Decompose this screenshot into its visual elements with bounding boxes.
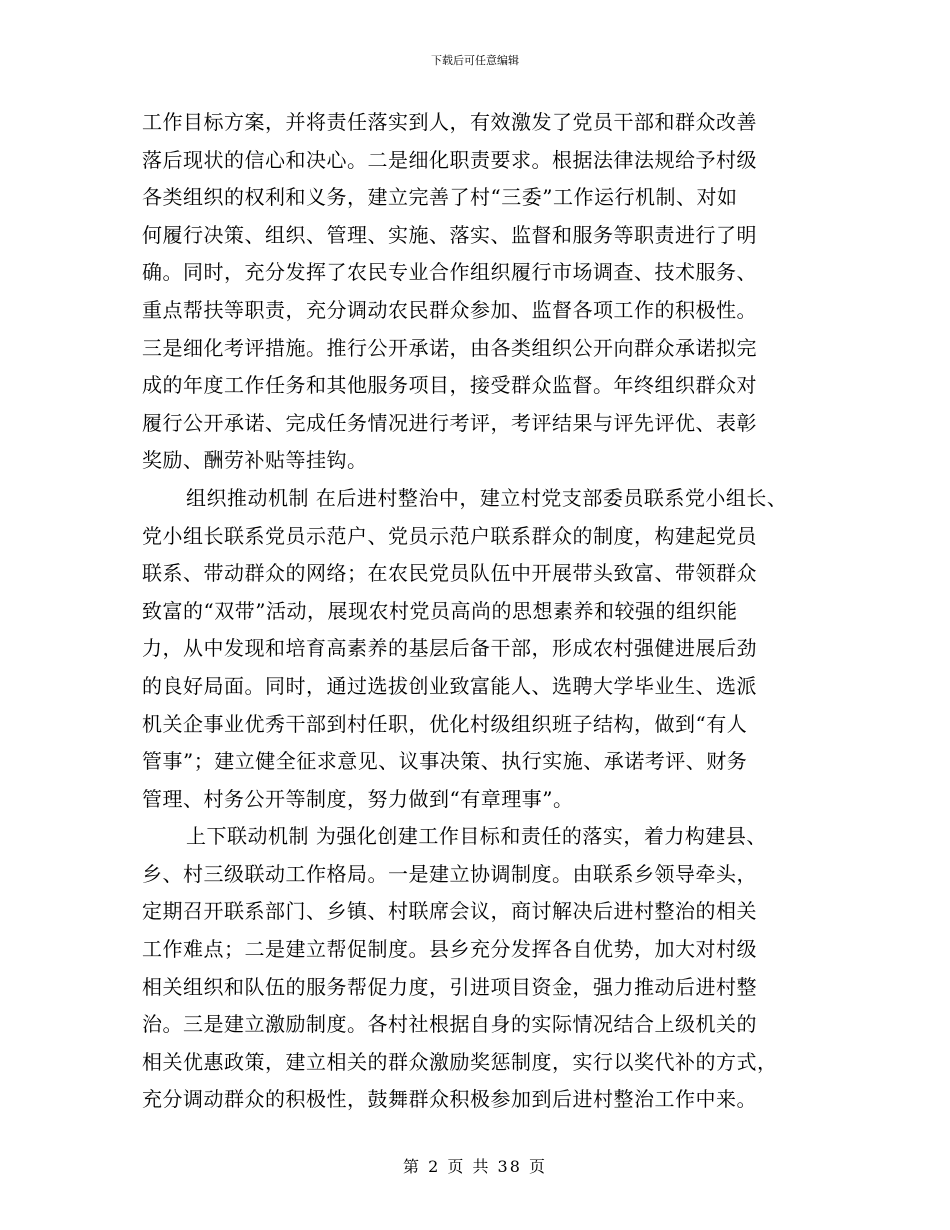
text-line: 三是细化考评措施。推行公开承诺，由各类组织公开向群众承诺拟完: [142, 335, 757, 360]
text-line: 履行公开承诺、完成任务情况进行考评，考评结果与评先评优、表彰: [142, 410, 757, 435]
text-line: 工作目标方案，并将责任落实到人，有效激发了党员干部和群众改善: [142, 110, 757, 134]
text-line: 党小组长联系党员示范户、党员示范户联系群众的制度，构建起党员: [142, 523, 757, 548]
text-line: 管理、村务公开等制度，努力做到“有章理事”。: [142, 786, 574, 811]
text-line: 成的年度工作任务和其他服务项目，接受群众监督。年终组织群众对: [142, 373, 757, 398]
text-line: 奖励、酬劳补贴等挂钩。: [142, 448, 368, 473]
text-line: 管事”；建立健全征求意见、议事决策、执行实施、承诺考评、财务: [142, 749, 748, 774]
page-header: 下载后可任意编辑: [431, 54, 519, 67]
text-line: 重点帮扶等职责，充分调动农民群众参加、监督各项工作的积极性。: [142, 297, 757, 322]
text-line: 机关企事业优秀干部到村任职，优化村级组织班子结构，做到“有人: [142, 711, 748, 736]
text-line: 相关优惠政策，建立相关的群众激励奖惩制度，实行以奖代补的方式，: [142, 1049, 778, 1074]
paragraph-start-line: 上下联动机制 为强化创建工作目标和责任的落实，着力构建县、: [186, 824, 767, 849]
text-line: 确。同时，充分发挥了农民专业合作组织履行市场调查、技术服务、: [142, 260, 757, 285]
text-line: 相关组织和队伍的服务帮促力度，引进项目资金，强力推动后进村整: [142, 974, 757, 999]
text-line: 力，从中发现和培育高素养的基层后备干部，形成农村强健进展后劲: [142, 636, 757, 661]
text-line: 致富的“双带”活动，展现农村党员高尚的思想素养和较强的组织能: [142, 598, 738, 623]
text-line: 工作难点；二是建立帮促制度。县乡充分发挥各自优势，加大对村级: [142, 937, 757, 962]
text-line: 各类组织的权利和义务，建立完善了村“三委”工作运行机制、对如: [142, 185, 738, 210]
text-line: 治。三是建立激励制度。各村社根据自身的实际情况结合上级机关的: [142, 1012, 757, 1037]
text-line: 的良好局面。同时，通过选拔创业致富能人、选聘大学毕业生、选派: [142, 673, 757, 698]
text-line: 何履行决策、组织、管理、实施、落实、监督和服务等职责进行了明: [142, 222, 757, 247]
text-line: 联系、带动群众的网络；在农民党员队伍中开展带头致富、带领群众: [142, 561, 757, 586]
text-line: 定期召开联系部门、乡镇、村联席会议，商讨解决后进村整治的相关: [142, 899, 757, 924]
text-line: 落后现状的信心和决心。二是细化职责要求。根据法律法规给予村级: [142, 147, 757, 172]
paragraph-start-line: 组织推动机制 在后进村整治中，建立村党支部委员联系党小组长、: [186, 485, 788, 510]
document-body: [142, 104, 822, 1119]
text-line: 乡、村三级联动工作格局。一是建立协调制度。由联系乡领导牵头，: [142, 861, 757, 886]
page-number: 第 2 页 共 38 页: [403, 1157, 547, 1176]
text-line: 充分调动群众的积极性，鼓舞群众积极参加到后进村整治工作中来。: [142, 1087, 757, 1112]
